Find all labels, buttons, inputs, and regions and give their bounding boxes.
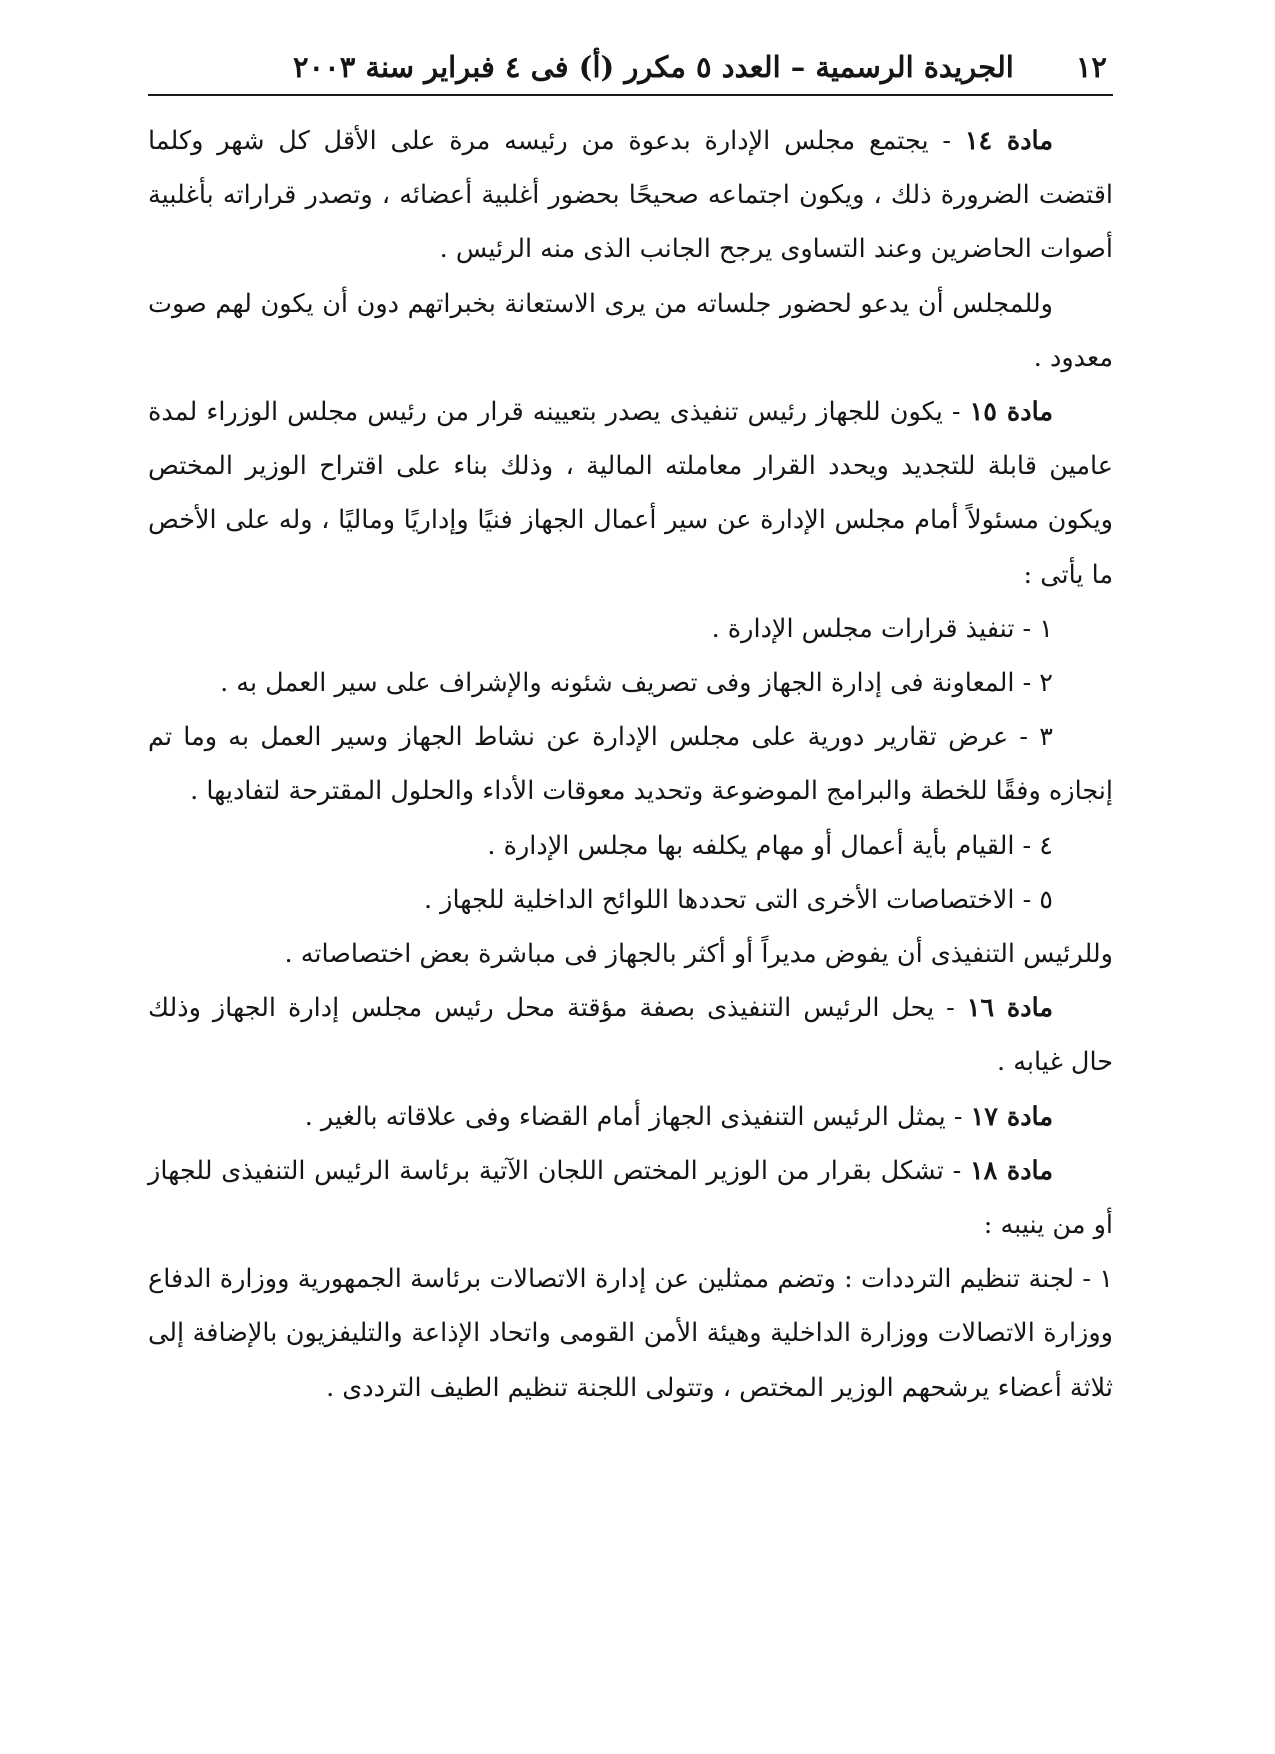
gazette-page [148, 40, 1113, 1680]
article-label: مادة ١٧ [970, 1101, 1053, 1132]
list-item-text: ٣ - عرض تقارير دورية على مجلس الإدارة عن نشاط الجهاز وسير العمل به وما تم إنجازه وفقًا للخطة والبرامج الموضوعة وتحديد معوقات الأداء والحلول المقترحة لتفاديها . [148, 722, 1113, 807]
article-text: - يمثل الرئيس التنفيذى الجهاز أمام القضاء وفى علاقاته بالغير . [304, 1101, 971, 1132]
article-17 [148, 1090, 1113, 1144]
article-15 [148, 385, 1113, 602]
article-text: - يجتمع مجلس الإدارة بدعوة من رئيسه مرة على الأقل كل شهر وكلما اقتضت الضرورة ذلك ، ويكون اجتماعه صحيحًا بحضور أغلبية أعضائه ، وتصدر قراراته بأغلبية أصوات الحاضرين وعند التساوى يرجح الجانب الذى منه الرئيس . [148, 126, 1113, 265]
list-item-3 [148, 710, 1113, 818]
article-text: - يكون للجهاز رئيس تنفيذى يصدر بتعيينه قرار من رئيس مجلس الوزراء لمدة عامين قابلة للتجديد ويحدد القرار معاملته المالية ، وذلك بناء على اقتراح الوزير المختص ويكون مسئولاً أمام مجلس الإدارة عن سير أعمال الجهاز فنيًا وإداريًا وماليًا ، وله على الأخص ما يأتى : [148, 397, 1113, 590]
article-14-continuation [148, 277, 1113, 385]
list-item-text: ٢ - المعاونة فى إدارة الجهاز وفى تصريف شئونه والإشراف على سير العمل به . [220, 668, 1053, 699]
paragraph-text: وللرئيس التنفيذى أن يفوض مديراً أو أكثر بالجهاز فى مباشرة بعض اختصاصاته . [284, 939, 1113, 970]
list-item-5 [148, 873, 1113, 927]
article-label: مادة ١٤ [964, 126, 1053, 156]
list-item-4 [148, 819, 1113, 873]
list-item-text: ١ - تنفيذ قرارات مجلس الإدارة . [711, 613, 1053, 644]
article-label: مادة ١٥ [969, 397, 1053, 428]
delegation-paragraph [148, 927, 1113, 981]
list-item-2 [148, 656, 1113, 710]
article-16 [148, 981, 1113, 1089]
page-number: ١٢ [1075, 50, 1107, 84]
article-text: - تشكل بقرار من الوزير المختص اللجان الآتية برئاسة الرئيس التنفيذى للجهاز أو من ينيبه : [148, 1155, 1113, 1241]
list-item-text: ٤ - القيام بأية أعمال أو مهام يكلفه بها مجلس الإدارة . [487, 830, 1053, 861]
page-body [148, 96, 1113, 1415]
page-header [148, 40, 1113, 96]
header-title: الجريدة الرسمية – العدد ٥ مكرر (أ) فى ٤ فبراير سنة ٢٠٠٣ [292, 50, 1014, 84]
list-item-text: ١ - لجنة تنظيم الترددات : وتضم ممثلين عن إدارة الاتصالات برئاسة الجمهورية ووزارة الدفاع ووزارة الاتصالات ووزارة الداخلية وهيئة الأمن القومى واتحاد الإذاعة والتليفزيون بالإضافة إلى ثلاثة أعضاء يرشحهم الوزير المختص ، وتتولى اللجنة تنظيم الطيف الترددى . [148, 1264, 1113, 1403]
article-label: مادة ١٨ [969, 1155, 1053, 1186]
paragraph-text: وللمجلس أن يدعو لحضور جلساته من يرى الاستعانة بخبراتهم دون أن يكون لهم صوت معدود . [148, 288, 1113, 373]
article-14 [148, 114, 1113, 277]
article-label: مادة ١٦ [966, 993, 1053, 1024]
article-text: - يحل الرئيس التنفيذى بصفة مؤقتة محل رئيس مجلس إدارة الجهاز وذلك حال غيابه . [148, 993, 1113, 1078]
list-item-text: ٥ - الاختصاصات الأخرى التى تحددها اللوائح الداخلية للجهاز . [423, 884, 1053, 915]
list-item-1 [148, 602, 1113, 656]
article-18 [148, 1144, 1113, 1252]
committee-item-1 [148, 1252, 1113, 1415]
